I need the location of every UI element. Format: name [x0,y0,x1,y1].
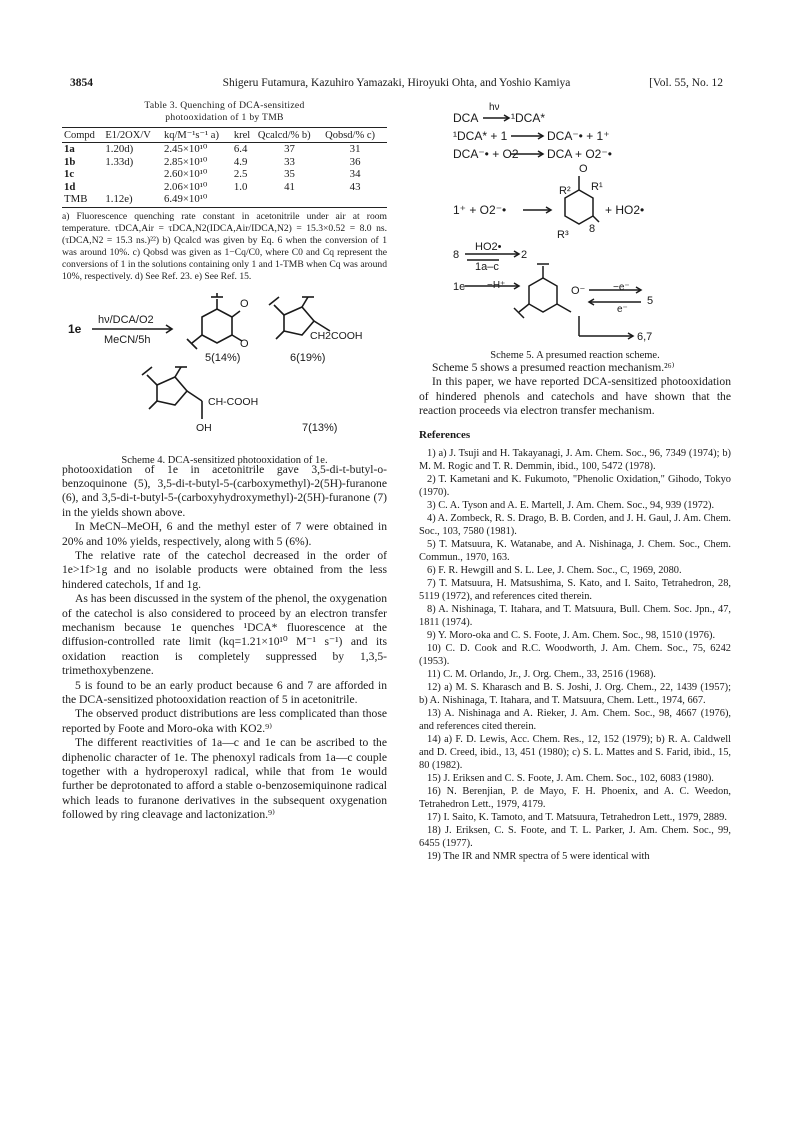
r1-label: R¹ [591,181,603,193]
reference-item: 8) A. Nishinaga, T. Itahara, and T. Matsuura, Bull. Chem. Soc. Jpn., 47, 1811 (1974). [419,603,731,628]
reference-item: 16) N. Berenjian, P. de Mayo, F. H. Phoenix, and A. C. Weedon, Tetrahedron Lett., 1979, 4179. [419,785,731,810]
scheme4-product7: 7(13%) [302,421,338,434]
scheme4-condition-top: hν/DCA/O2 [98,313,154,326]
s5-minus-h: −H⁺ [487,280,506,291]
paragraph: photooxidation of 1e in acetonitrile gave 3,5-di-t-butyl-o-benzoquinone (5), 3,5-di-t-butyl-5-(carboxymethyl)-2(5H)-furanone (6), and 3,5-di-t-butyl-5-(carboxyhydroxymethyl)-2(5H)-furanone (7) in the yields shown above. [62,462,387,519]
oxygen-label: O [579,163,588,175]
reference-item: 4) A. Zombeck, R. S. Drago, B. B. Corden, and J. H. Gaul, J. Am. Chem. Soc., 103, 7580 (1981). [419,512,731,537]
table-row [62,168,387,181]
table-cell: 33 [284,155,295,168]
reference-item: 17) I. Saito, K. Tamoto, and T. Matsuura, Tetrahedron Lett., 1979, 2889. [427,811,727,823]
table3-header-cell: Qcalcd/% b) [256,128,323,143]
dienone-ring [565,190,593,224]
table-cell: 2.60×10¹⁰ [163,168,208,180]
table-cell: 2.06×10¹⁰ [163,180,208,193]
r3-label: R³ [557,229,569,241]
table-cell: 36 [349,155,361,168]
scheme4-product5: 5(14%) [205,351,241,364]
compound-8-label: 8 [589,223,596,235]
r2-label: R² [559,185,571,197]
table-cell [256,193,323,207]
table-cell: 1.20d) [105,143,134,155]
table3-title [62,100,387,124]
paragraph: 5 is found to be an early product because 6 and 7 are afforded in the DCA-sensitized photooxidation reaction of 5 in acetonitrile. [62,678,387,706]
table-cell: 31 [349,143,361,155]
reference-item: 1) a) J. Tsuji and H. Takayanagi, J. Am. Chem. Soc., 96, 7349 (1974); b) M. M. Rogic and T. R. Demmin, ibid., 100, 5472 (1978). [419,447,731,472]
scheme4-group7-a: CH-COOH [208,395,259,408]
table-row [62,181,387,194]
table3-header-cell: Qobsd/% c) [323,128,387,143]
reference-item: 12) a) M. S. Kharasch and B. S. Joshi, J. Org. Chem., 22, 1439 (1957); b) A. Nishinaga, T. Itahara, and T. Matsuura, Chem. Lett., 1974, 667. [419,681,731,706]
table-cell [323,193,387,207]
reference-item: 18) J. Eriksen, C. S. Foote, and T. L. Parker, J. Am. Chem. Soc., 99, 6455 (1977). [419,824,731,849]
scheme5-drawing [419,98,731,343]
table-cell [232,193,256,207]
paragraph: In MeCN–MeOH, 6 and the methyl ester of 7 were obtained in 20% and 10% yields, respectively, along with 5 (6%). [62,520,387,548]
table-row [62,193,387,207]
furanone-ring-7 [157,377,187,405]
left-column [62,98,387,823]
scheme5 [419,98,731,361]
table-cell: 1.33d) [105,155,134,168]
scheme5-caption: Scheme 5. A presumed reaction scheme. [490,350,660,361]
table3-header-cell: krel [232,128,256,143]
table3-header-cell: Compd [62,128,103,143]
reference-item: 7) T. Matsuura, H. Matsushima, S. Kato, and I. Saito, Tetrahedron, 28, 5119 (1972), and references cited therein. [419,577,731,602]
s5-ho2: HO2• [475,241,502,253]
scheme4 [62,293,387,466]
s5-1ac: 1a–c [475,261,499,273]
references-heading: References [419,428,471,441]
table-cell: 41 [284,180,295,193]
reference-item: 2) T. Kametani and K. Fukumoto, "Phenolic Oxidation," Gihodo, Tokyo (1970). [419,473,731,498]
table-cell: 43 [349,180,361,193]
left-body-text [62,463,387,823]
carbonyl-o: O [240,297,249,310]
table3-header-row [62,128,387,143]
s5-e: e⁻ [617,304,628,315]
scheme4-group6: CH2COOH [310,329,363,342]
scheme4-caption: Scheme 4. DCA-sensitized photooxidation of 1e. [121,454,328,466]
table-row [62,143,387,156]
scheme4-product6: 6(19%) [290,351,326,364]
eq1-left: DCA [453,111,479,125]
table-cell: 4.9 [233,155,248,168]
scheme4-condition-bottom: MeCN/5h [104,333,151,346]
s5-8: 8 [453,249,460,261]
table-cell: 1a [64,143,75,155]
table3 [62,127,387,208]
table-cell: 6.4 [233,143,248,155]
eq4-left: 1⁺ + O2⁻• [453,203,507,217]
s5-67: 6,7 [637,331,653,343]
table-cell: 35 [284,168,295,180]
paragraph: The different reactivities of 1a—c and 1e can be ascribed to the diphenolic character of 1e. The phenoxyl radicals from 1a—c couple together with a hydroperoxyl radical, while that from 1e would further be deprotonated to afford a stable o-benzosemiquinone radical which leads to furanone derivatives in the subsequent oxygenation followed by ring cleavage and lactonization.⁹⁾ [62,736,387,822]
s5-2: 2 [521,249,528,261]
running-authors: Shigeru Futamura, Kazuhiro Yamazaki, Hiroyuki Ohta, and Yoshio Kamiya [222,77,571,89]
reference-item: 13) A. Nishinaga and A. Rieker, J. Am. Chem. Soc., 98, 4667 (1976), and references cited therein. [419,707,731,732]
table-cell [103,181,162,194]
reference-item: 11) C. M. Orlando, Jr., J. Org. Chem., 33, 2516 (1968). [427,668,656,680]
eq3-right: DCA + O2⁻• [547,147,612,161]
eq1-arrow-label: hν [489,102,500,113]
eq2-left: ¹DCA* + 1 [453,129,508,143]
table-cell: 1d [64,180,76,193]
eq3-left: DCA⁻• + O2 [453,147,519,161]
table3-title-line1: Table 3. Quenching of DCA-sensitized [144,100,305,111]
reference-item: 19) The IR and NMR spectra of 5 were identical with [427,850,650,862]
table3-header-cell: kq/M⁻¹s⁻¹ a) [162,128,232,143]
table3-title-line2: photooxidation of 1 by TMB [165,112,284,123]
table-cell: 2.5 [233,168,248,180]
table-cell: 2.85×10¹⁰ [163,155,208,168]
table-cell: 34 [349,168,361,180]
scheme4-group7-b: OH [196,421,212,434]
references-list [419,447,731,863]
right-column [419,98,731,863]
semiquinone-ring [529,278,557,312]
table-cell: 37 [284,143,295,155]
table-cell [103,168,162,181]
right-body-text [419,361,731,419]
reference-item: 5) T. Matsuura, K. Watanabe, and A. Nishinaga, J. Chem. Soc., Chem. Commun., 1970, 163. [419,538,731,563]
table3-footnotes: a) Fluorescence quenching rate constant in acetonitrile under air at room temperature. τDCA,Air = τDCA,N2(IDCA,Air/IDCA,N2) = 15.3×0.52 = 8.0 ns. (τDCA,N2 = 15.3 ns.)²²) b) Qcalcd was given by Eq. 6 when the conversion of 1 was around 10%. c) Qobsd was given as 1−Cq/C0, where C0 and Cq represent the conversions of 1 in the solutions containing only 1 and 1-TMB when Cq was around 10%, respectively. d) See Ref. 23. e) See Ref. 15. [62,210,387,282]
table-cell: 1c [64,168,75,180]
table-cell: 6.49×10¹⁰ [162,193,232,207]
paragraph: As has been discussed in the system of the phenol, the oxygenation of the catechol is also considered to proceed by an electron transfer mechanism because 1e quenches ¹DCA* fluorescence at the diffusion-controlled rate limit (kq=1.21×10¹⁰ M⁻¹ s⁻¹) and its oxidation reaction is completely suppressed by 1,3,5-trimethoxybenzene. [62,592,387,678]
paragraph: In this paper, we have reported DCA-sensitized photooxidation of hindered phenols and catechols and have shown that the reaction proceeds via electron transfer mechanism. [419,375,731,418]
table-cell: 1.12e) [103,193,162,207]
table-row [62,156,387,169]
table3-header-cell: E1/2OX/V [103,128,162,143]
reference-item: 3) C. A. Tyson and A. E. Martell, J. Am. Chem. Soc., 94, 939 (1972). [427,499,715,511]
paragraph: The observed product distributions are less complicated than those reported by Foote and Moro-oka with KO2.⁹⁾ [62,707,387,735]
running-header [70,77,723,93]
table-cell: TMB [62,193,103,207]
reference-item: 15) J. Eriksen and C. S. Foote, J. Am. Chem. Soc., 102, 6083 (1980). [427,772,714,784]
reference-item: 6) F. R. Hewgill and S. L. Lee, J. Chem. Soc., C, 1969, 2080. [427,564,682,576]
scheme4-reactant: 1e [68,321,82,336]
s5-5: 5 [647,295,654,307]
s5-o-minus: O⁻ [571,285,586,297]
scheme4-drawing [62,293,387,448]
carbonyl-o: O [240,337,249,350]
volume-info: [Vol. 55, No. 12 [649,77,723,89]
eq2-right: DCA⁻• + 1⁺ [547,129,610,143]
reference-item: 9) Y. Moro-oka and C. S. Foote, J. Am. Chem. Soc., 98, 1510 (1976). [427,629,716,641]
table-cell: 2.45×10¹⁰ [163,143,208,155]
table-cell: 1b [64,155,76,168]
s5-minus-e: −e⁻ [613,282,630,293]
page-number: 3854 [70,77,93,89]
eq4-right: + HO2• [605,203,645,217]
reference-item: 10) C. D. Cook and R.C. Woodworth, J. Am. Chem. Soc., 75, 6242 (1953). [419,642,731,667]
eq1-right: ¹DCA* [511,111,546,125]
paragraph: Scheme 5 shows a presumed reaction mechanism.²⁶⁾ [432,361,675,374]
quinone-ring [202,309,232,343]
s5-1e: 1e [453,281,466,293]
paragraph: The relative rate of the catechol decreased in the order of 1e>1f>1g and no isolable products were obtained from the less hindered catechols, 1f and 1g. [62,548,387,591]
table-cell: 1.0 [233,180,248,193]
reference-item: 14) a) F. D. Lewis, Acc. Chem. Res., 12, 152 (1979); b) R. A. Caldwell and D. Creed, ibid., 13, 451 (1980); c) S. L. Mattes and S. Farid, ibid., 15, 80 (1982). [419,733,731,771]
